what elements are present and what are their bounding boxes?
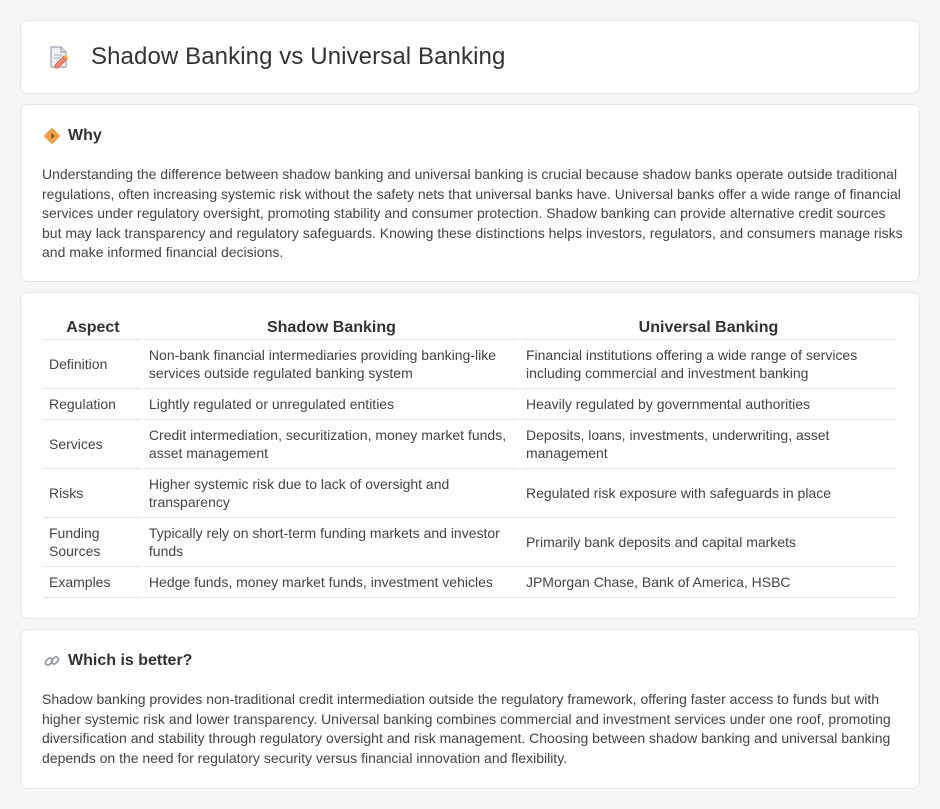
why-title: Why bbox=[68, 127, 102, 144]
table-row bbox=[44, 469, 896, 518]
header-shadow-banking: Shadow Banking bbox=[144, 315, 519, 340]
shadow-cell: Lightly regulated or unregulated entities bbox=[144, 389, 519, 420]
table-row bbox=[44, 389, 896, 420]
which-is-better-card bbox=[20, 629, 920, 789]
header-aspect: Aspect bbox=[44, 315, 142, 340]
header-card bbox=[20, 20, 920, 94]
document-pencil-icon bbox=[45, 44, 71, 70]
table-row bbox=[44, 518, 896, 567]
better-title: Which is better? bbox=[68, 652, 193, 669]
shadow-cell: Typically rely on short-term funding markets and investor funds bbox=[144, 518, 519, 567]
page-title: Shadow Banking vs Universal Banking bbox=[91, 43, 506, 70]
shadow-cell: Non-bank financial intermediaries providing banking-like services outside regulated banking system bbox=[144, 340, 519, 389]
table-row bbox=[44, 567, 896, 598]
aspect-cell: Regulation bbox=[44, 389, 142, 420]
aspect-cell: Risks bbox=[44, 469, 142, 518]
aspect-cell: Services bbox=[44, 420, 142, 469]
why-heading bbox=[43, 127, 102, 145]
comparison-card bbox=[20, 292, 920, 619]
header-universal-banking: Universal Banking bbox=[521, 315, 896, 340]
table-row bbox=[44, 420, 896, 469]
title-row bbox=[45, 43, 505, 71]
aspect-cell: Funding Sources bbox=[44, 518, 142, 567]
table-header-row bbox=[44, 315, 896, 340]
aspect-cell: Definition bbox=[44, 340, 142, 389]
better-text: Shadow banking provides non-traditional credit intermediation outside the regulatory framework, offering faster access to funds but with higher systemic risk and lower transparency. Universal banking combines commercial and investment services under one roof, promoting diversification and stability through regulatory oversight and risk management. Choosing between shadow banking and universal banking depends on the need for regulatory security versus financial innovation and flexibility. bbox=[42, 691, 891, 766]
why-card bbox=[20, 104, 920, 282]
universal-cell: Deposits, loans, investments, underwriting, asset management bbox=[521, 420, 896, 469]
comparison-table bbox=[42, 315, 898, 598]
universal-cell: JPMorgan Chase, Bank of America, HSBC bbox=[521, 567, 896, 598]
universal-cell: Primarily bank deposits and capital markets bbox=[521, 518, 896, 567]
universal-cell: Heavily regulated by governmental authorities bbox=[521, 389, 896, 420]
better-heading bbox=[43, 652, 192, 670]
shadow-cell: Higher systemic risk due to lack of oversight and transparency bbox=[144, 469, 519, 518]
link-icon bbox=[43, 652, 61, 670]
universal-cell: Regulated risk exposure with safeguards in place bbox=[521, 469, 896, 518]
table-row bbox=[44, 340, 896, 389]
shadow-cell: Hedge funds, money market funds, investment vehicles bbox=[144, 567, 519, 598]
universal-cell: Financial institutions offering a wide range of services including commercial and investment banking bbox=[521, 340, 896, 389]
why-text: Understanding the difference between shadow banking and universal banking is crucial because shadow banks operate outside traditional regulations, often increasing systemic risk without the safety nets that universal banks have. Universal banks offer a wide range of financial services under regulatory oversight, promoting stability and consumer protection. Shadow banking can provide alternative credit sources but may lack transparency and regulatory safeguards. Knowing these distinctions helps investors, regulators, and consumers manage risks and make informed financial decisions. bbox=[42, 166, 903, 261]
shadow-cell: Credit intermediation, securitization, money market funds, asset management bbox=[144, 420, 519, 469]
diamond-sign-icon bbox=[43, 127, 61, 145]
aspect-cell: Examples bbox=[44, 567, 142, 598]
